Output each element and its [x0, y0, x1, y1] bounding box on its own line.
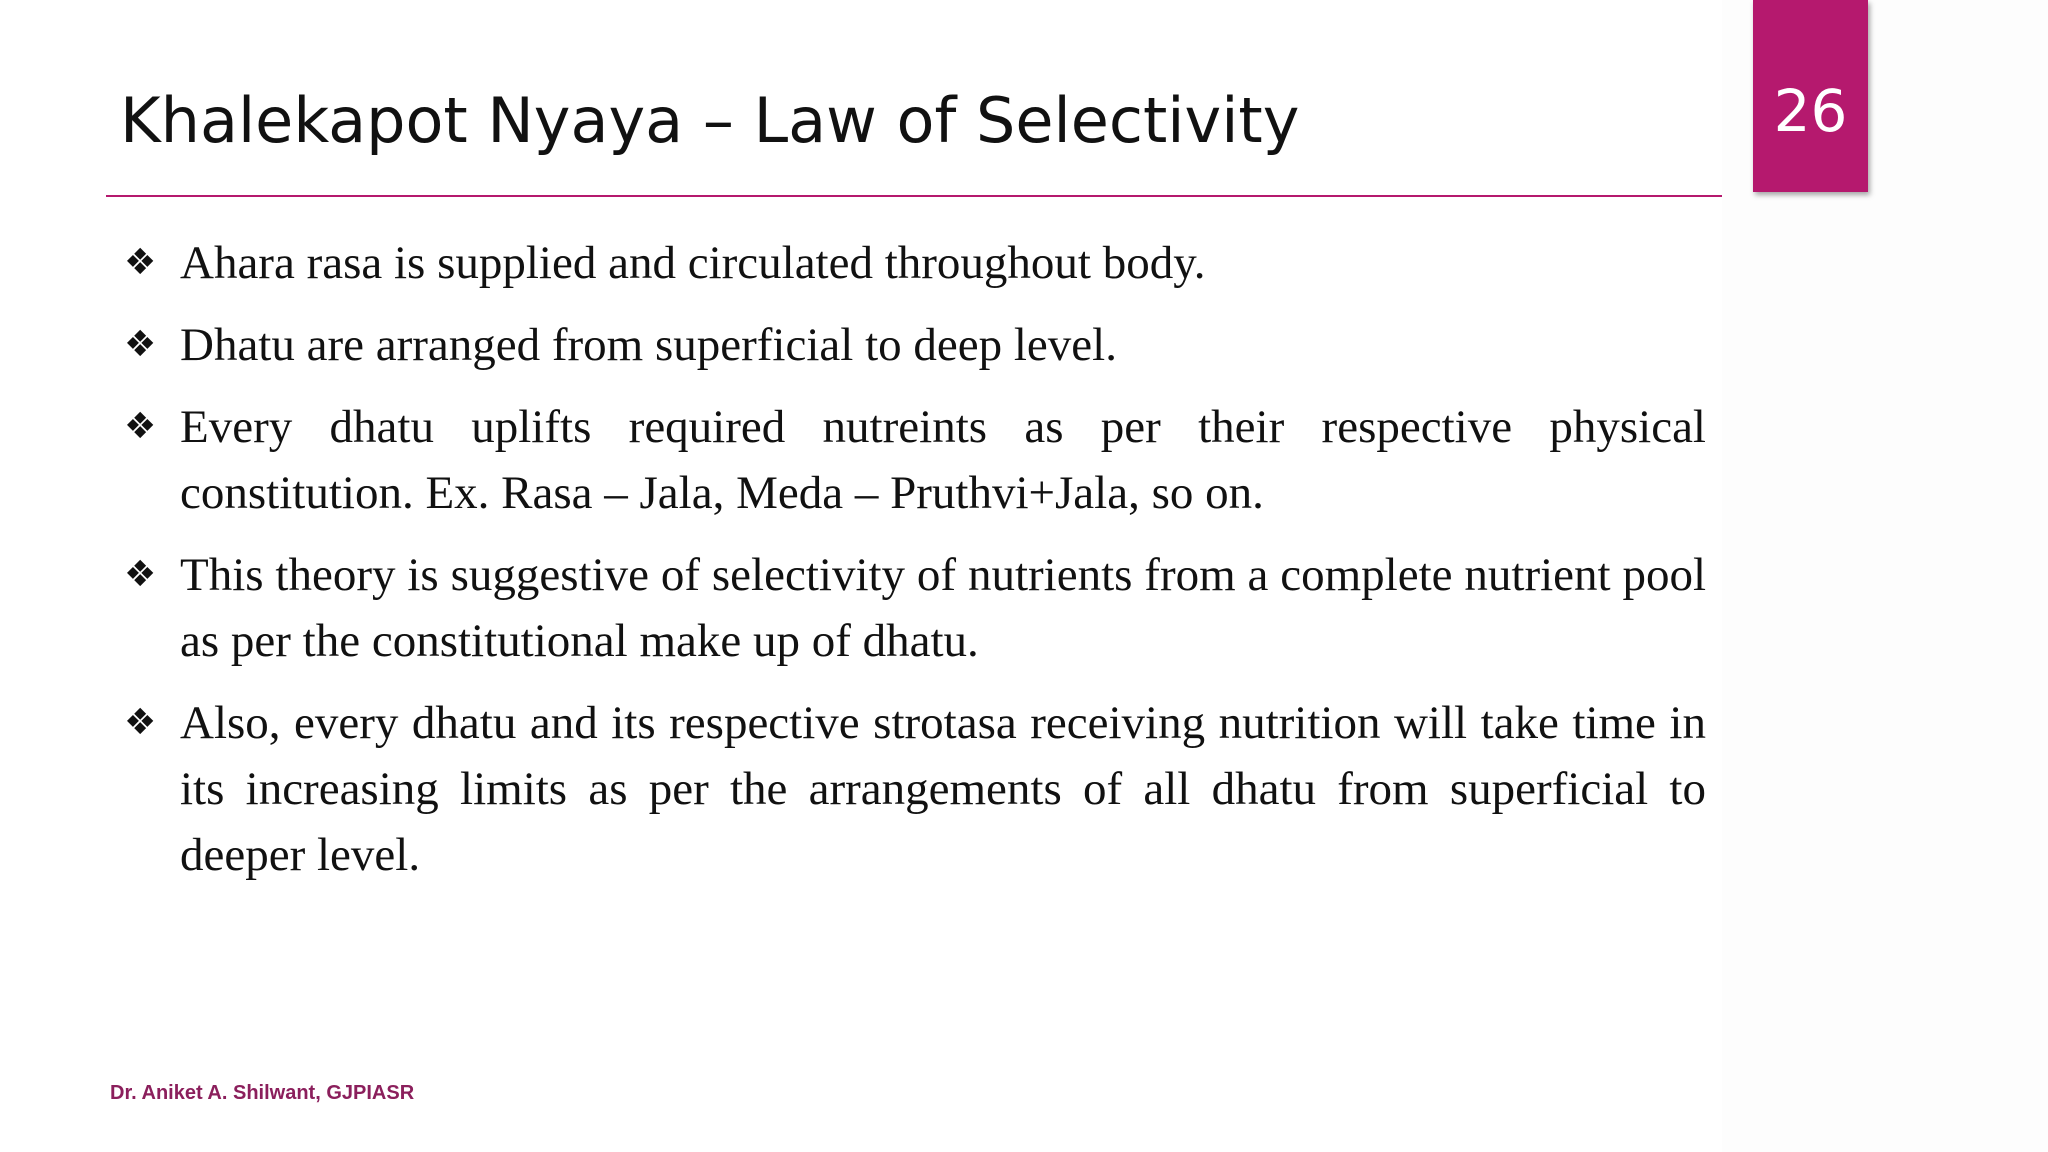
bullet-item — [120, 690, 1706, 888]
diamond-bullet-icon: ❖ — [124, 554, 157, 595]
diamond-bullet-icon: ❖ — [124, 406, 157, 447]
slide-title: Khalekapot Nyaya – Law of Selectivity — [120, 84, 1300, 157]
diamond-bullet-icon: ❖ — [124, 324, 157, 365]
diamond-bullet-icon: ❖ — [124, 702, 157, 743]
bullet-item — [120, 542, 1706, 674]
bullet-text: Ahara rasa is supplied and circulated throughout body. — [180, 237, 1206, 289]
diamond-bullet-icon: ❖ — [124, 242, 157, 283]
title-divider — [106, 195, 1722, 197]
footer-author: Dr. Aniket A. Shilwant, GJPIASR — [110, 1082, 415, 1104]
bullet-text: Also, every dhatu and its respective strotasa receiving nutrition will take time in its increasing limits as per the arrangements of all dhatu from superficial to deeper level. — [180, 697, 1706, 881]
page-number-badge — [1753, 0, 1868, 192]
bullet-list — [120, 230, 1706, 904]
bullet-item — [120, 394, 1706, 526]
bullet-text: This theory is suggestive of selectivity of nutrients from a complete nutrient pool as per the constitutional make up of dhatu. — [180, 549, 1706, 667]
bullet-text: Dhatu are arranged from superficial to deep level. — [180, 319, 1117, 371]
bullet-item — [120, 312, 1706, 378]
bullet-item — [120, 230, 1706, 296]
bullet-text: Every dhatu uplifts required nutreints as per their respective physical constitution. Ex. Rasa – Jala, Meda – Pruthvi+Jala, so on. — [180, 401, 1706, 519]
page-number: 26 — [1773, 77, 1848, 145]
